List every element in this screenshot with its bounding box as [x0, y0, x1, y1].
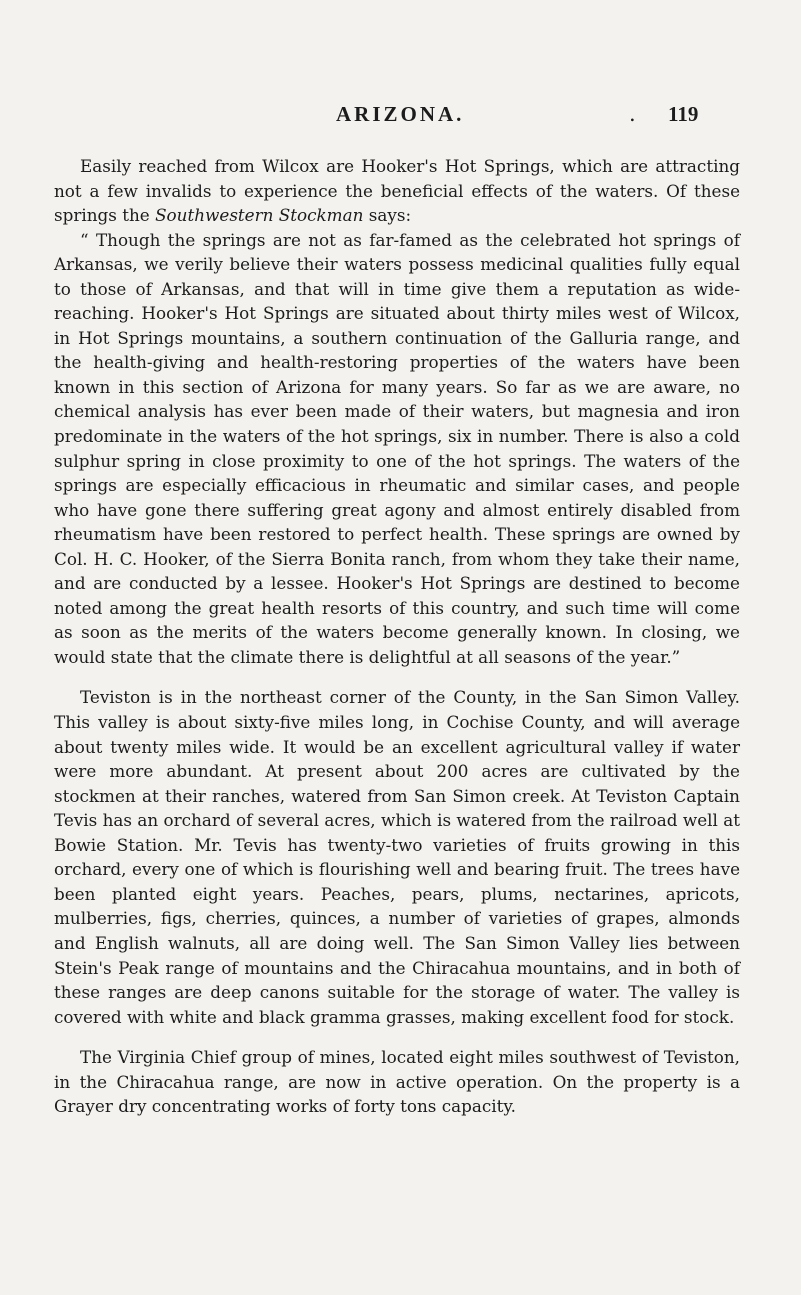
body-text [54, 154, 740, 1119]
publication-title: Southwestern Stockman [155, 205, 364, 226]
paragraph-text: Easily reached from Wilcox are Hooker's Hot Springs, which are attracting not a few invalids to experience the beneficial effects of the waters. Of these springs the [54, 156, 740, 226]
paragraph-virginia-chief: The Virginia Chief group of mines, located eight miles southwest of Teviston, in the Chiracahua range, are now in active operation. On the property is a Grayer dry concentrating works of forty tons capacity. [54, 1047, 740, 1117]
paragraph-quotation: “ Though the springs are not as far-famed as the celebrated hot springs of Arkansas, we verily believe their waters possess medicinal qualities fully equal to those of Arkansas, and that will in time give them a reputation as wide-reaching. Hooker's Hot Springs are situated about thirty miles west of Wilcox, in Hot Springs mountains, a southern continuation of the Galluria range, and the health-giving and health-restoring properties of the waters have been known in this section of Arizona for many years. So far as we are aware, no chemical analysis has ever been made of their waters, but magnesia and iron predominate in the waters of the hot springs, six in number. There is also a cold sulphur spring in close proximity to one of the hot springs. The waters of the springs are especially efficacious in rheumatic and similar cases, and people who have gone there suffering great agony and almost entirely disabled from rheumatism have been restored to perfect health. These springs are owned by Col. H. C. Hooker, of the Sierra Bonita ranch, from whom they take their name, and are conducted by a lessee. Hooker's Hot Springs are destined to become noted among the great health resorts of this country, and such time will come as soon as the merits of the waters become generally known. In closing, we would state that the climate there is delightful at all seasons of the year.” [54, 229, 740, 667]
running-title: ARIZONA. [336, 102, 465, 126]
header-dot: . [629, 102, 636, 126]
paragraph-teviston: Teviston is in the northeast corner of the County, in the San Simon Valley. This valley is about sixty-five miles long, in Cochise County, and will average about twenty miles wide. It would be an excellent agricultural valley if water were more abundant. At present about 200 acres are cultivated by the stockmen at their ranches, watered from San Simon creek. At Teviston Captain Tevis has an orchard of several acres, which is watered from the railroad well at Bowie Station. Mr. Tevis has twenty-two varieties of fruits growing in this orchard, every one of which is flourishing well and bearing fruit. The trees have been planted eight years. Peaches, pears, plums, nectarines, apricots, mulberries, figs, cherries, quinces, a number of varieties of grapes, almonds and English walnuts, all are doing well. The San Simon Valley lies between Stein's Peak range of mountains and the Chiracahua mountains, and in both of these ranges are deep canons suitable for the storage of water. The valley is covered with white and black gramma grasses, making excellent food for stock. [54, 687, 740, 1027]
paragraph-text: says: [363, 205, 412, 226]
page-header [0, 102, 801, 132]
paragraph-hookers-springs-intro [54, 154, 740, 228]
page-number: 119 [668, 102, 699, 126]
